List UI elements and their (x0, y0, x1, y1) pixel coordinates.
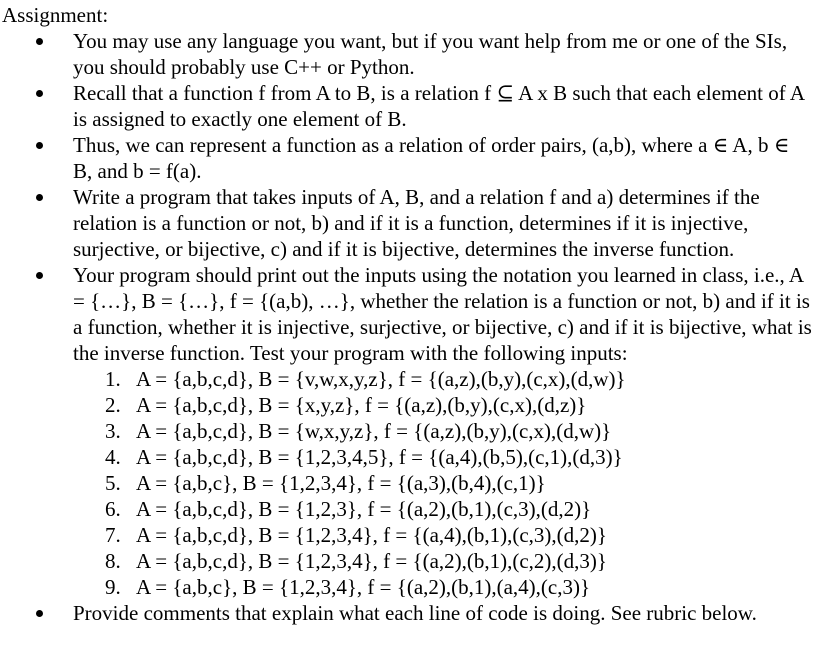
test-number: 9. (105, 575, 121, 599)
test-input-item (73, 418, 813, 444)
test-number: 7. (105, 523, 121, 547)
test-input-item (73, 366, 813, 392)
test-number: 6. (105, 497, 121, 521)
bullet-text: Provide comments that explain what each line of code is doing. See rubric below. (73, 601, 757, 625)
bullet-program-task (0, 184, 813, 262)
test-number: 2. (105, 393, 121, 417)
test-input-text: A = {a,b,c,d}, B = {1,2,3,4,5}, f = {(a,4),(b,5),(c,1),(d,3)} (136, 445, 623, 469)
test-input-item (73, 548, 813, 574)
bullet-text: Recall that a function f from A to B, is a relation f ⊆ A x B such that each element of A is assigned to exactly one element of B. (73, 81, 804, 131)
bullet-ordered-pairs (0, 132, 813, 184)
bullet-dot-icon (36, 610, 43, 617)
test-input-text: A = {a,b,c}, B = {1,2,3,4}, f = {(a,3),(b,4),(c,1)} (136, 471, 546, 495)
bullet-dot-icon (36, 272, 43, 279)
test-input-text: A = {a,b,c,d}, B = {1,2,3,4}, f = {(a,4),(b,1),(c,3),(d,2)} (136, 523, 607, 547)
test-input-item (73, 444, 813, 470)
bullet-dot-icon (36, 142, 43, 149)
test-input-item (73, 392, 813, 418)
bullet-dot-icon (36, 90, 43, 97)
test-number: 1. (105, 367, 121, 391)
test-input-item (73, 522, 813, 548)
assignment-heading: Assignment: (2, 3, 109, 27)
test-number: 5. (105, 471, 121, 495)
bullet-function-definition (0, 80, 813, 132)
bullet-text: Write a program that takes inputs of A, B, and a relation f and a) determines if the relation is a function or not, b) and if it is a function, determines if it is injective, surjective, or bijective, c) and if it is bijective, determines the inverse function. (73, 185, 760, 261)
test-number: 8. (105, 549, 121, 573)
test-input-text: A = {a,b,c,d}, B = {w,x,y,z}, f = {(a,z),(b,y),(c,x),(d,w)} (136, 419, 612, 443)
test-input-item (73, 574, 813, 600)
bullet-text: You may use any language you want, but if you want help from me or one of the SIs, you should probably use C++ or Python. (73, 29, 788, 79)
test-input-list (73, 366, 813, 600)
test-input-text: A = {a,b,c,d}, B = {x,y,z}, f = {(a,z),(b,y),(c,x),(d,z)} (136, 393, 587, 417)
bullet-list (0, 28, 838, 626)
test-input-text: A = {a,b,c,d}, B = {1,2,3,4}, f = {(a,2),(b,1),(c,2),(d,3)} (136, 549, 607, 573)
bullet-comments (0, 600, 813, 626)
test-input-text: A = {a,b,c,d}, B = {1,2,3}, f = {(a,2),(b,1),(c,3),(d,2)} (136, 497, 592, 521)
bullet-dot-icon (36, 38, 43, 45)
test-input-item (73, 496, 813, 522)
bullet-output-and-tests (0, 262, 813, 600)
test-number: 3. (105, 419, 121, 443)
bullet-text: Your program should print out the inputs using the notation you learned in class, i.e., A = {…}, B = {…}, f = {(a,b), …}, whether the relation is a function or not, b) and if it is a function, whether it is injective, surjective, or bijective, c) and if it is bijective, what is the inverse function. Test your program with the following inputs: (73, 263, 812, 365)
test-input-item (73, 470, 813, 496)
bullet-dot-icon (36, 194, 43, 201)
bullet-language (0, 28, 813, 80)
test-input-text: A = {a,b,c}, B = {1,2,3,4}, f = {(a,2),(b,1),(a,4),(c,3)} (136, 575, 591, 599)
bullet-text: Thus, we can represent a function as a relation of order pairs, (a,b), where a ∈ A, b ∈ B, and b = f(a). (73, 133, 790, 183)
test-input-text: A = {a,b,c,d}, B = {v,w,x,y,z}, f = {(a,z),(b,y),(c,x),(d,w)} (136, 367, 626, 391)
test-number: 4. (105, 445, 121, 469)
